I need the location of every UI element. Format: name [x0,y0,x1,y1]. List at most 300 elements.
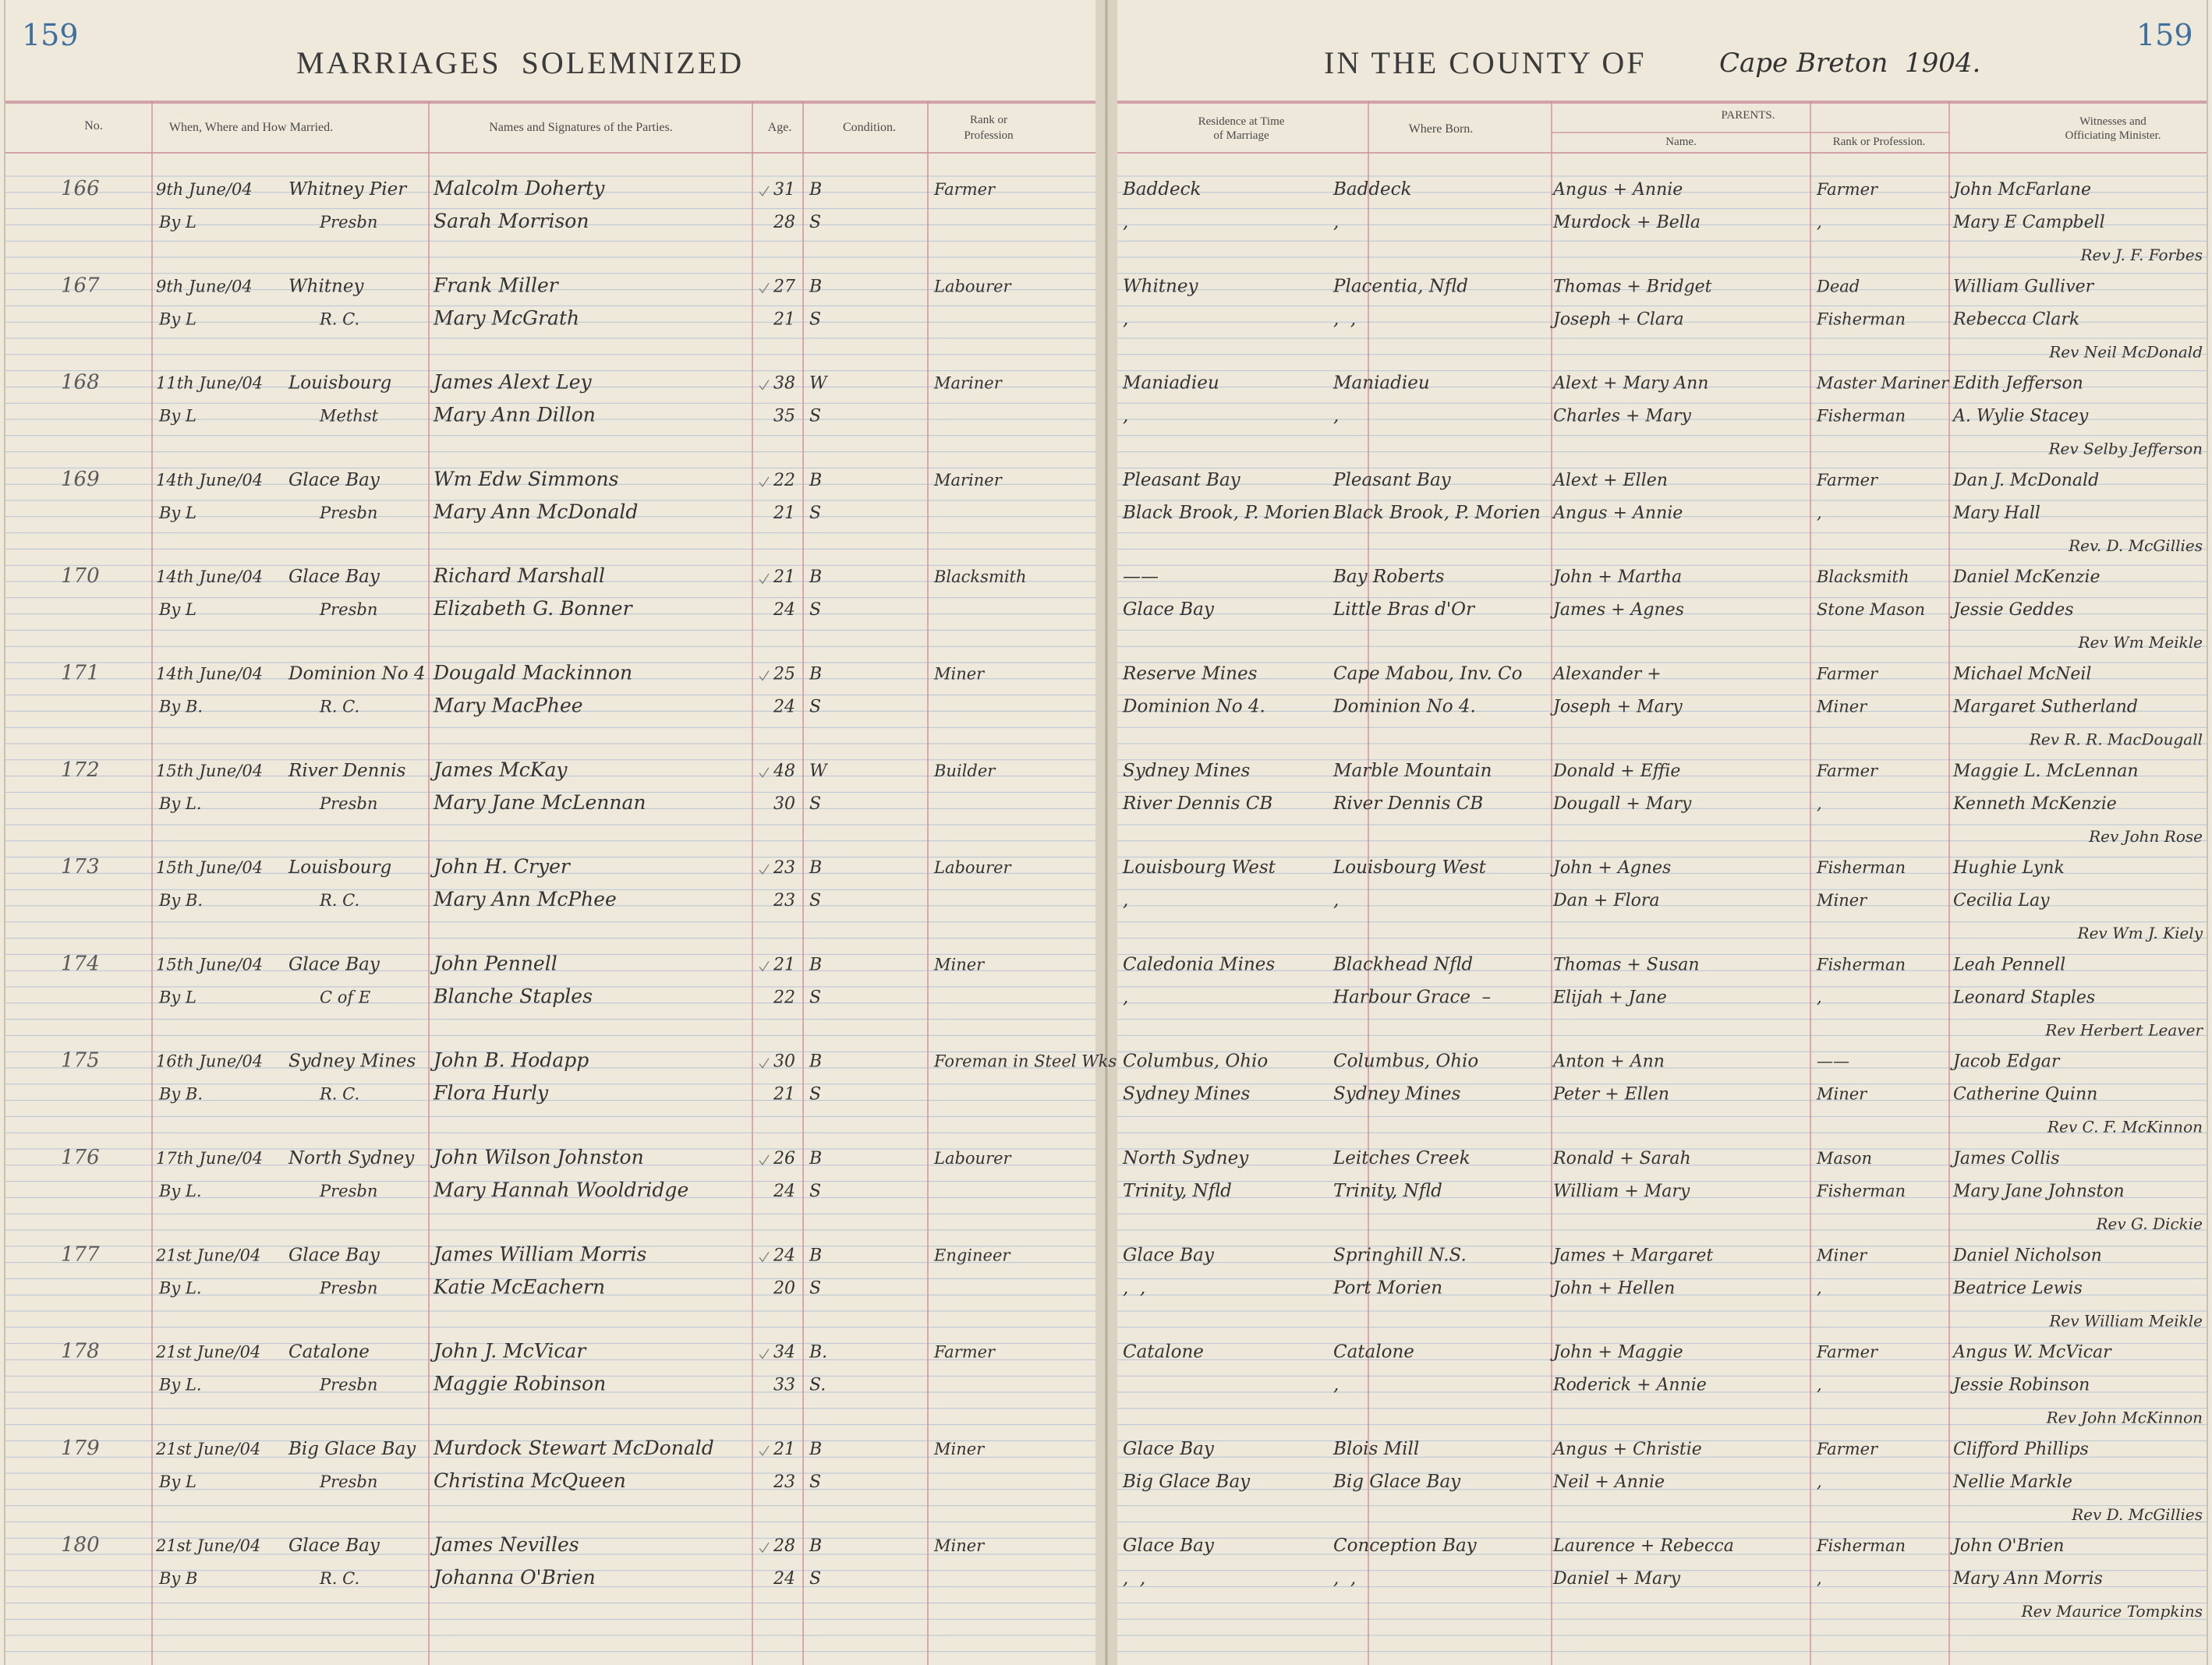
col-header-parents-rank: Rank or Profession. [1832,136,1926,148]
witness-1: Michael McNeil [1953,664,2092,684]
bride-condition: S [809,309,822,330]
bride-parents-rank: Stone Mason [1817,600,1926,620]
bride-parents-rank: Fisherman [1817,309,1906,329]
bride-name: Flora Hurly [434,1081,549,1105]
entry-denomination: R. C. [320,891,360,910]
entry-denomination: Presbn [320,1278,378,1298]
witness-2: Jessie Geddes [1953,600,2074,620]
bride-residence: Dominion No 4. [1123,696,1265,717]
groom-condition: W [809,373,827,394]
bride-name: Christina McQueen [434,1469,626,1492]
witness-2: Rebecca Clark [1953,309,2080,330]
entry-denomination: Methst [320,406,379,426]
groom-residence: Louisbourg West [1123,857,1276,878]
groom-name: James Nevilles [434,1533,579,1557]
groom-rank: Miner [934,1536,985,1556]
col-header-age: Age. [767,121,792,134]
groom-condition: B [809,1439,823,1459]
entry-place: Glace Bay [288,567,380,588]
groom-parents-rank: Mason [1817,1149,1872,1168]
entry-married-by: By L [159,988,196,1007]
groom-birthplace: Bay Roberts [1333,567,1445,588]
officiating-minister: Rev William Meikle [2049,1311,2203,1331]
entry-number: 179 [61,1436,100,1460]
bride-parents: John + Hellen [1553,1278,1676,1299]
groom-condition: B [809,567,823,588]
entry-date: 9th June/04 [156,180,253,199]
bride-condition: S [809,1569,822,1589]
groom-rank: Engineer [934,1246,1010,1265]
entry-date: 15th June/04 [156,858,264,878]
groom-parents-rank: Blacksmith [1817,567,1909,587]
entry-denomination: Presbn [320,600,378,620]
officiating-minister: Rev Selby Jefferson [2048,439,2203,458]
entry-place: Louisbourg [288,373,392,394]
officiating-minister: Rev J. F. Forbes [2080,246,2203,264]
bride-birthplace: , [1333,212,1340,232]
bride-age: 21 [773,309,795,330]
bride-birthplace: , [1333,1374,1340,1395]
bride-name: Mary McGrath [434,306,580,330]
bride-condition: S [809,1278,822,1299]
entry-number: 166 [61,177,100,200]
entry-place: Catalone [288,1342,370,1363]
bride-age: 24 [773,1182,795,1201]
bride-name: Sarah Morrison [434,210,589,232]
entry-place: Glace Bay [288,1245,380,1266]
entry-date: 11th June/04 [156,373,264,393]
entry-number: 172 [61,758,100,782]
bride-residence: , , [1123,1278,1146,1299]
bride-parents-rank: , [1817,988,1822,1007]
groom-parents: Donald + Effie [1553,761,1681,781]
officiating-minister: Rev C. F. McKinnon [2047,1117,2203,1137]
groom-condition: W [809,761,827,781]
groom-parents-rank: Farmer [1817,664,1878,684]
groom-parents: Ronald + Sarah [1553,1149,1691,1168]
groom-name: Frank Miller [434,274,558,297]
groom-name: James William Morris [434,1243,647,1266]
witness-2: Nellie Markle [1953,1472,2072,1492]
entry-date: 15th June/04 [156,761,264,780]
col-header-residence-line2: of Marriage [1213,129,1269,142]
groom-age: 27 [773,277,795,297]
groom-residence: Glace Bay [1123,1536,1214,1557]
groom-name: John H. Cryer [434,855,570,878]
groom-parents: Alext + Mary Ann [1553,373,1709,394]
groom-rank: Mariner [934,470,1002,490]
entry-number: 178 [61,1339,100,1363]
bride-condition: S [809,891,822,911]
groom-parents-rank: Farmer [1817,761,1878,780]
groom-age: 30 [773,1052,795,1072]
entry-married-by: By B. [159,1084,204,1104]
entry-place: Whitney Pier [288,179,407,200]
bride-residence: Black Brook, P. Morien [1123,502,1330,523]
groom-residence: Sydney Mines [1123,760,1251,781]
bride-condition: S [809,406,822,426]
groom-parents: Alexander + [1553,664,1662,684]
entry-place: Glace Bay [288,469,380,490]
col-header-parents: PARENTS. [1721,109,1775,122]
groom-name: James Alext Ley [434,370,592,394]
left-page-title: MARRIAGES SOLEMNIZED [296,45,745,80]
entry-number: 170 [61,564,100,589]
groom-age: 23 [773,858,795,878]
bride-age: 24 [773,600,795,620]
groom-age: 31 [773,180,795,200]
groom-birthplace: Cape Mabou, Inv. Co [1333,663,1523,684]
bride-name: Elizabeth G. Bonner [434,597,632,620]
bride-birthplace: Sydney Mines [1333,1083,1461,1105]
groom-parents: John + Maggie [1553,1342,1683,1363]
entry-date: 21st June/04 [156,1246,261,1265]
bride-name: Mary Jane McLennan [434,790,646,814]
bride-residence: , [1123,309,1129,330]
groom-age: 26 [773,1149,795,1168]
bride-age: 30 [773,794,795,814]
bride-birthplace: Dominion No 4. [1333,696,1476,717]
groom-rank: Blacksmith [934,567,1027,587]
groom-residence: Pleasant Bay [1123,469,1240,490]
groom-age: 28 [773,1536,795,1557]
bride-name: Mary MacPhee [434,694,583,717]
groom-condition: B [809,470,823,490]
bride-parents: Joseph + Mary [1553,697,1683,717]
groom-parents: Anton + Ann [1553,1052,1665,1072]
officiating-minister: Rev Herbert Leaver [2045,1020,2203,1040]
bride-birthplace: Trinity, Nfld [1333,1181,1442,1201]
entry-denomination: Presbn [320,1375,378,1395]
groom-name: John Pennell [434,952,557,975]
officiating-minister: Rev Wm J. Kiely [2077,924,2203,943]
groom-parents-rank: Farmer [1817,180,1878,199]
col-header-names: Names and Signatures of the Parties. [489,121,673,134]
bride-birthplace: , , [1333,309,1357,330]
bride-age: 21 [773,503,795,523]
entry-place: Louisbourg [288,857,392,878]
groom-parents: John + Agnes [1553,858,1672,878]
col-header-residence-line1: Residence at Time [1198,115,1285,128]
groom-age: 38 [773,373,795,394]
groom-birthplace: Catalone [1333,1342,1414,1363]
col-header-no: No. [84,119,103,133]
bride-parents: William + Mary [1553,1182,1690,1201]
groom-parents-rank: Farmer [1817,1342,1878,1362]
witness-1: John McFarlane [1953,180,2091,200]
groom-rank: Farmer [934,180,996,199]
bride-name: Johanna O'Brien [434,1566,596,1589]
groom-residence: Maniadieu [1123,373,1219,394]
bride-birthplace: , , [1333,1568,1357,1589]
bride-condition: S [809,503,822,523]
bride-residence: River Dennis CB [1123,793,1273,814]
groom-birthplace: Baddeck [1333,179,1412,200]
entry-married-by: By L. [159,1278,202,1298]
groom-birthplace: Louisbourg West [1333,857,1486,878]
bride-age: 23 [773,891,795,911]
entry-married-by: By B [159,1569,198,1589]
right-page-title: IN THE COUNTY OF [1324,45,1647,80]
groom-parents: Thomas + Susan [1553,955,1700,975]
witness-1: Dan J. McDonald [1953,470,2100,490]
groom-age: 21 [773,567,795,588]
groom-residence: Whitney [1123,276,1198,297]
groom-parents: Thomas + Bridget [1553,277,1712,297]
groom-name: John J. McVicar [434,1339,586,1363]
officiating-minister: Rev G. Dickie [2096,1214,2203,1233]
bride-birthplace: River Dennis CB [1333,793,1484,814]
witness-1: Leah Pennell [1953,955,2066,975]
bride-residence: , , [1123,1568,1146,1589]
groom-birthplace: Pleasant Bay [1333,469,1451,490]
groom-condition: B [809,955,823,975]
officiating-minister: Rev Wm Meikle [2078,633,2203,652]
groom-parents-rank: Fisherman [1817,955,1906,974]
groom-rank: Miner [934,1439,985,1458]
bride-parents: Murdock + Bella [1553,213,1701,232]
bride-parents: Roderick + Annie [1553,1375,1707,1395]
entry-date: 14th June/04 [156,470,264,490]
entry-denomination: Presbn [320,213,378,232]
officiating-minister: Rev D. McGillies [2072,1504,2203,1524]
col-header-witness-line1: Witnesses and [2079,115,2147,128]
entry-date: 9th June/04 [156,277,253,296]
bride-parents: Daniel + Mary [1553,1569,1681,1589]
groom-rank: Builder [934,761,996,780]
entry-date: 15th June/04 [156,955,264,974]
bride-age: 33 [773,1375,795,1395]
left-page [0,0,1101,1665]
bride-parents: Peter + Ellen [1553,1084,1669,1105]
bride-residence: Sydney Mines [1123,1083,1251,1105]
witness-2: A. Wylie Stacey [1953,406,2089,426]
entry-number: 174 [61,952,100,976]
groom-condition: B [809,1052,823,1072]
groom-birthplace: Conception Bay [1333,1536,1477,1557]
groom-residence: Columbus, Ohio [1123,1051,1269,1072]
entry-denomination: R. C. [320,309,360,329]
bride-name: Katie McEachern [434,1275,606,1299]
groom-parents: Laurence + Rebecca [1553,1536,1734,1557]
bride-parents: Elijah + Jane [1553,988,1667,1008]
col-header-condition: Condition. [842,121,897,134]
bride-condition: S [809,1182,822,1201]
entry-number: 177 [61,1243,100,1267]
bride-parents-rank: , [1817,1472,1822,1491]
groom-birthplace: Columbus, Ohio [1333,1051,1479,1072]
groom-condition: B [809,858,823,878]
entry-date: 14th June/04 [156,664,264,684]
bride-birthplace: , [1333,890,1340,911]
bride-residence: , [1123,405,1129,426]
groom-name: Dougald Mackinnon [434,661,633,684]
col-header-parents-name: Name. [1665,136,1697,148]
entry-denomination: Presbn [320,794,378,813]
entry-place: Whitney [288,276,364,297]
bride-parents-rank: , [1817,794,1822,813]
entry-number: 168 [61,370,100,394]
bride-parents-rank: , [1817,1569,1822,1589]
groom-parents: James + Margaret [1553,1246,1714,1266]
entry-married-by: By L [159,406,196,426]
entry-place: Glace Bay [288,1536,380,1557]
groom-birthplace: Maniadieu [1333,373,1430,394]
groom-parents-rank: Dead [1817,277,1860,296]
officiating-minister: Rev John McKinnon [2046,1408,2203,1427]
bride-residence: , [1123,212,1129,232]
groom-condition: B [809,1149,823,1168]
witness-1: Daniel Nicholson [1953,1246,2102,1266]
entry-date: 21st June/04 [156,1342,261,1362]
bride-age: 23 [773,1472,795,1492]
entry-place: Sydney Mines [288,1051,416,1072]
bride-parents-rank: Miner [1817,697,1867,716]
groom-rank: Labourer [934,1149,1011,1168]
col-header-witness-line2: Officiating Minister. [2065,129,2161,142]
bride-parents-rank: , [1817,1278,1822,1298]
witness-1: Jacob Edgar [1953,1052,2060,1072]
county-name-handwritten: Cape Breton 1904. [1719,48,1981,79]
bride-residence: Glace Bay [1123,599,1214,620]
entry-married-by: By L [159,600,196,620]
groom-parents-rank: Farmer [1817,1439,1878,1458]
witness-2: Mary Ann Morris [1953,1569,2103,1589]
bride-birthplace: Port Morien [1333,1278,1443,1299]
groom-residence: Glace Bay [1123,1245,1214,1266]
groom-birthplace: Placentia, Nfld [1333,276,1468,297]
witness-2: Leonard Staples [1953,988,2096,1008]
bride-name: Mary Hannah Wooldridge [434,1179,689,1201]
witness-2: Mary Hall [1953,503,2040,523]
witness-2: Mary E Campbell [1953,213,2105,232]
left-page-number: 159 [22,18,79,52]
witness-2: Mary Jane Johnston [1953,1182,2125,1201]
col-header-rank-line1: Rank or [970,114,1007,126]
groom-name: John B. Hodapp [434,1048,589,1072]
entry-date: 16th June/04 [156,1052,264,1071]
bride-name: Mary Ann McDonald [434,500,639,523]
entry-denomination: C of E [320,988,371,1007]
entry-date: 17th June/04 [156,1149,264,1168]
entry-number: 171 [61,661,100,685]
right-page-number: 159 [2136,18,2193,52]
witness-1: Maggie L. McLennan [1953,761,2139,781]
groom-birthplace: Springhill N.S. [1333,1245,1467,1266]
groom-residence: Baddeck [1123,179,1202,200]
groom-parents-rank: Fisherman [1817,858,1906,878]
entry-married-by: By L. [159,1182,202,1200]
bride-age: 35 [773,406,795,426]
witness-1: Edith Jefferson [1953,373,2083,394]
groom-condition: B. [809,1342,828,1363]
officiating-minister: Rev John Rose [2089,826,2203,846]
bride-name: Mary Ann Dillon [434,403,596,426]
groom-rank: Farmer [934,1342,996,1362]
bride-condition: S [809,1084,822,1105]
entry-date: 21st June/04 [156,1536,261,1556]
witness-1: William Gulliver [1953,277,2094,297]
groom-name: James McKay [434,758,568,781]
bride-age: 21 [773,1084,795,1105]
groom-rank: Labourer [934,858,1011,878]
groom-parents: John + Martha [1553,567,1683,588]
bride-residence: , [1123,890,1129,911]
groom-condition: B [809,180,823,200]
groom-condition: B [809,1536,823,1557]
entry-married-by: By B. [159,891,204,910]
entry-place: Dominion No 4 [288,663,426,684]
witness-1: James Collis [1953,1149,2060,1168]
groom-parents-rank: Master Mariner [1817,373,1949,393]
bride-name: Blanche Staples [434,985,593,1008]
bride-birthplace: , [1333,405,1340,426]
entry-date: 21st June/04 [156,1439,261,1458]
groom-age: 34 [773,1342,795,1363]
bride-parents-rank: Miner [1817,891,1867,910]
groom-rank: Miner [934,664,985,684]
bride-name: Maggie Robinson [434,1372,607,1395]
groom-age: 48 [773,761,795,781]
groom-rank: Mariner [934,373,1002,393]
bride-parents-rank: , [1817,1375,1822,1395]
entry-married-by: By L. [159,1375,202,1395]
groom-name: John Wilson Johnston [434,1146,644,1168]
groom-birthplace: Marble Mountain [1333,760,1492,781]
groom-residence: Caledonia Mines [1123,954,1276,975]
groom-parents: Alext + Ellen [1553,470,1668,490]
groom-name: Richard Marshall [434,564,606,588]
bride-name: Mary Ann McPhee [434,888,617,911]
entry-number: 167 [61,274,100,298]
entry-number: 173 [61,855,100,879]
entry-number: 176 [61,1146,100,1169]
entry-date: 14th June/04 [156,567,264,587]
groom-parents-rank: Farmer [1817,470,1878,490]
bride-parents: Dougall + Mary [1553,794,1692,814]
witness-2: Cecilia Lay [1953,891,2050,911]
groom-parents: Angus + Christie [1553,1439,1702,1459]
groom-parents-rank: Fisherman [1817,1536,1906,1556]
groom-rank: Foreman in Steel Wks [934,1052,1117,1071]
entry-denomination: R. C. [320,1569,360,1589]
entry-married-by: By L [159,309,196,329]
groom-residence: —— [1123,567,1159,588]
groom-parents: Angus + Annie [1553,180,1683,200]
groom-age: 25 [773,664,795,684]
col-header-rank-line2: Profession [964,129,1014,142]
bride-condition: S [809,988,822,1008]
groom-residence: Reserve Mines [1123,663,1258,684]
entry-denomination: Presbn [320,503,378,522]
groom-age: 21 [773,1439,795,1459]
bride-residence: Big Glace Bay [1123,1471,1251,1492]
entry-married-by: By L. [159,794,202,813]
groom-birthplace: Blackhead Nfld [1333,954,1474,975]
witness-2: Margaret Sutherland [1953,697,2138,717]
bride-age: 28 [773,213,795,232]
groom-age: 21 [773,955,795,975]
groom-residence: Glace Bay [1123,1438,1214,1459]
entry-denomination: Presbn [320,1472,378,1491]
groom-age: 22 [773,470,795,490]
bride-condition: S [809,1472,822,1492]
groom-rank: Labourer [934,277,1011,296]
witness-2: Beatrice Lewis [1953,1278,2083,1299]
groom-parents-rank: Miner [1817,1246,1867,1265]
bride-age: 24 [773,697,795,717]
bride-birthplace: Harbour Grace – [1333,987,1492,1008]
